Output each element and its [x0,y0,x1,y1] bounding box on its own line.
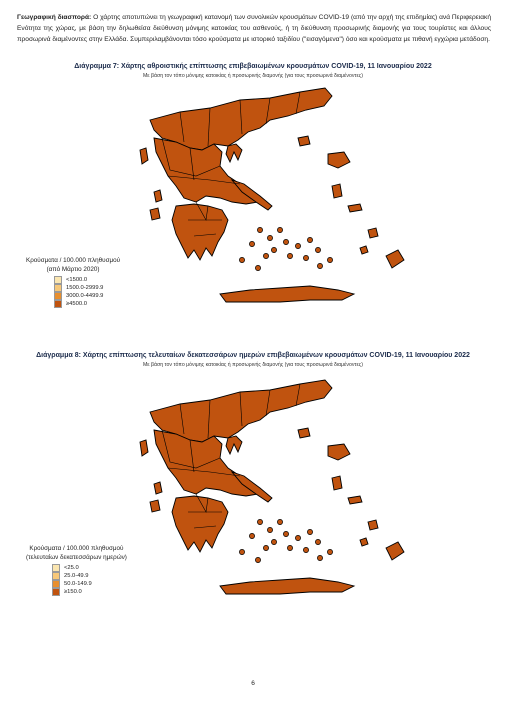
legend-swatch [54,284,62,292]
region-shape [140,440,148,456]
region-shape [154,190,162,202]
region-shape [154,430,258,496]
island-shape [287,253,292,258]
island-shape [295,243,300,248]
island-shape [271,247,276,252]
intro-paragraph [17,12,491,45]
legend-item [54,292,120,300]
island-shape [263,545,268,550]
legend-swatch [54,276,62,284]
figure8-legend [26,544,127,596]
figure7-subtitle: Με βάση τον τόπο μόνιμης κατοικίας ή προσωρινής διαμονής (για τους προσωρινά διαμένοντες) [142,73,364,79]
island-shape [267,235,272,240]
island-shape [271,539,276,544]
island-shape [327,549,332,554]
region-shape [150,208,160,220]
legend-swatch [54,292,62,300]
island-shape [315,247,320,252]
page-number: 6 [251,680,255,687]
island-shape [267,527,272,532]
region-shape [298,136,310,146]
region-shape [332,184,342,198]
island-shape [255,265,260,270]
figure7-title: Διάγραμμα 7: Χάρτης αθροιστικής επίπτωσης επιβεβαιωμένων κρουσμάτων COVID-19, 11 Ιανουαρίου 2022 [74,63,432,70]
island-shape [295,535,300,540]
island-shape [303,255,308,260]
region-shape [226,144,242,162]
island-shape [239,257,244,262]
region-shape [386,542,404,560]
legend-label: 1500.0-2999.9 [66,284,104,291]
island-shape [257,519,262,524]
island-shape [307,529,312,534]
island-shape [315,539,320,544]
region-shape [360,538,368,546]
region-shape [220,286,354,302]
region-shape [348,496,362,504]
region-shape [172,204,228,260]
region-shape [332,476,342,490]
island-shape [277,227,282,232]
island-shape [249,241,254,246]
region-shape [172,496,228,552]
island-shape [317,555,322,560]
legend-swatch [54,300,62,308]
legend-item [52,588,127,596]
island-shape [239,549,244,554]
region-shape [368,228,378,238]
legend-label: 3000.0-4499.9 [66,292,104,299]
legend-label: 25.0-49.9 [64,572,89,579]
greece-map-regions [140,380,404,594]
legend-item [54,300,120,308]
island-shape [283,531,288,536]
intro-text: Ο χάρτης αποτυπώνει τη γεωγραφική κατανομή των συνολικών κρουσμάτων COVID-19 (από την αρχή της επιδημίας) ανά Περιφερειακή Ενότητα της χώρας, με βάση την δηλωθείσα διεύθυνση μόνιμης κατοικίας του ασθενούς, ή τη διεύθυνση προσωρινής διαμονής για τους τουρίστες και άλλους προσωρινά διαμένοντες στην Ελλάδα. Συμπεριλαμβάνονται τόσο κρούσματα με ιστορικό ταξιδίου ("εισαγόμενα") όσο και κρούσματα με πιθανή εγχώρια μετάδοση. [17,14,491,43]
region-shape [150,500,160,512]
legend-label: ≥150.0 [64,588,82,595]
island-shape [317,263,322,268]
region-shape [368,520,378,530]
legend-swatch [52,588,60,596]
legend-swatch [52,572,60,580]
region-shape [154,482,162,494]
region-shape [226,436,242,454]
figure7-legend-title: Κρούσματα / 100.000 πληθυσμού [26,257,121,264]
island-shape [327,257,332,262]
region-shape [140,148,148,164]
legend-label: <1500.0 [66,276,88,283]
legend-label: ≥4500.0 [66,300,87,307]
figure8-map [110,372,420,607]
figure8-title: Διάγραμμα 8: Χάρτης επίπτωσης τελευταίων δεκατεσσάρων ημερών επιβεβαιωμένων κρουσμάτων COVID-19, 11 Ιανουαρίου 2022 [36,352,470,359]
island-shape [249,533,254,538]
legend-swatch [52,564,60,572]
legend-label: <25.0 [64,564,79,571]
region-shape [360,246,368,254]
island-shape [277,519,282,524]
island-shape [307,237,312,242]
intro-label: Γεωγραφική διασπορά: [17,14,92,21]
region-shape [328,152,350,168]
figure8-subtitle: Με βάση τον τόπο μόνιμης κατοικίας ή προσωρινής διαμονής (για τους προσωρινά διαμένοντες) [142,362,364,368]
island-shape [283,239,288,244]
figure8-legend-subtitle: (τελευταίων δεκατεσσάρων ημερών) [26,554,127,561]
region-shape [328,444,350,460]
figure7-map [110,80,420,315]
figure7-legend-subtitle: (από Μάρτιο 2020) [46,266,100,273]
island-shape [303,547,308,552]
region-shape [220,578,354,594]
legend-swatch [52,580,60,588]
figure8-legend-title: Κρούσματα / 100.000 πληθυσμού [29,545,124,552]
island-shape [257,227,262,232]
figure7-legend [26,256,120,308]
region-shape [348,204,362,212]
legend-label: 50.0-149.9 [64,580,92,587]
region-shape [154,138,258,204]
region-shape [386,250,404,268]
greece-map-regions [140,88,404,302]
region-shape [298,428,310,438]
island-shape [287,545,292,550]
island-shape [263,253,268,258]
island-shape [255,557,260,562]
